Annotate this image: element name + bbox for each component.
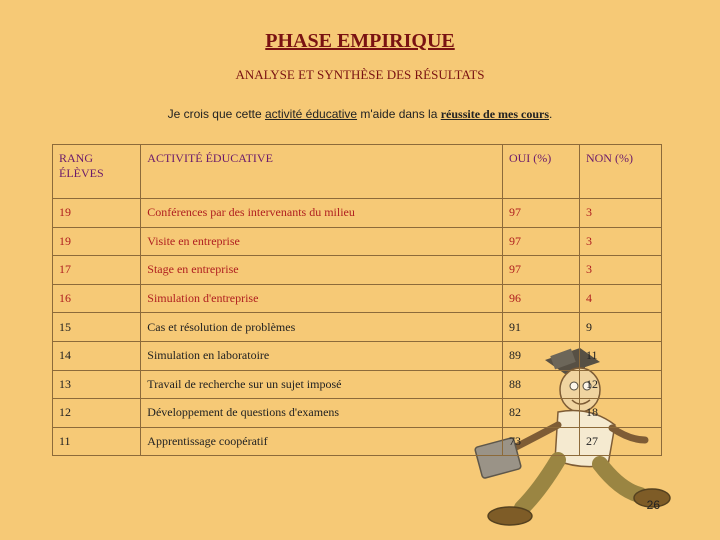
statement-part-2: m'aide dans la: [357, 107, 441, 121]
cell-yes: 82: [502, 399, 579, 428]
cell-no: 12: [579, 370, 661, 399]
table-header-row: [53, 145, 662, 199]
survey-statement: [0, 107, 720, 122]
cell-no: 3: [579, 199, 661, 228]
table-row: [53, 199, 662, 228]
cell-activity: Simulation en laboratoire: [141, 341, 503, 370]
statement-part-3: .: [549, 107, 553, 121]
cell-no: 3: [579, 227, 661, 256]
cell-rank: 19: [53, 199, 141, 228]
cell-activity: Apprentissage coopératif: [141, 427, 503, 456]
table-row: [53, 227, 662, 256]
cell-activity: Simulation d'entreprise: [141, 284, 503, 313]
cell-rank: 14: [53, 341, 141, 370]
header-yes: OUI (%): [502, 145, 579, 199]
cell-rank: 11: [53, 427, 141, 456]
table-row: [53, 427, 662, 456]
cell-no: 4: [579, 284, 661, 313]
cell-rank: 13: [53, 370, 141, 399]
cell-activity: Développement de questions d'examens: [141, 399, 503, 428]
cell-rank: 17: [53, 256, 141, 285]
statement-underlined: activité éducative: [265, 107, 358, 121]
table-row: [53, 370, 662, 399]
cell-yes: 97: [502, 227, 579, 256]
cell-yes: 91: [502, 313, 579, 342]
header-no: NON (%): [579, 145, 661, 199]
cell-rank: 19: [53, 227, 141, 256]
results-table: [52, 144, 662, 456]
cell-no: 3: [579, 256, 661, 285]
table-row: [53, 313, 662, 342]
table-row: [53, 284, 662, 313]
header-rank: RANG ÉLÈVES: [53, 145, 141, 199]
cell-no: 11: [579, 341, 661, 370]
cell-activity: Travail de recherche sur un sujet imposé: [141, 370, 503, 399]
cell-yes: 96: [502, 284, 579, 313]
cell-activity: Cas et résolution de problèmes: [141, 313, 503, 342]
slide-subtitle: ANALYSE ET SYNTHÈSE DES RÉSULTATS: [235, 67, 485, 82]
cell-rank: 16: [53, 284, 141, 313]
cell-activity: Stage en entreprise: [141, 256, 503, 285]
cell-yes: 73: [502, 427, 579, 456]
cell-yes: 89: [502, 341, 579, 370]
cell-yes: 88: [502, 370, 579, 399]
cell-no: 18: [579, 399, 661, 428]
table-row: [53, 399, 662, 428]
cell-no: 27: [579, 427, 661, 456]
cell-rank: 12: [53, 399, 141, 428]
statement-part-1: Je crois que cette: [167, 107, 265, 121]
cell-activity: Conférences par des intervenants du milieu: [141, 199, 503, 228]
table-row: [53, 256, 662, 285]
slide-title: PHASE EMPIRIQUE: [265, 30, 455, 52]
table-row: [53, 341, 662, 370]
cell-no: 9: [579, 313, 661, 342]
cell-yes: 97: [502, 199, 579, 228]
cell-rank: 15: [53, 313, 141, 342]
statement-emphasis: réussite de mes cours: [440, 107, 550, 121]
header-activity: ACTIVITÉ ÉDUCATIVE: [141, 145, 503, 199]
cell-activity: Visite en entreprise: [141, 227, 503, 256]
cell-yes: 97: [502, 256, 579, 285]
page-number: 26: [646, 498, 660, 512]
